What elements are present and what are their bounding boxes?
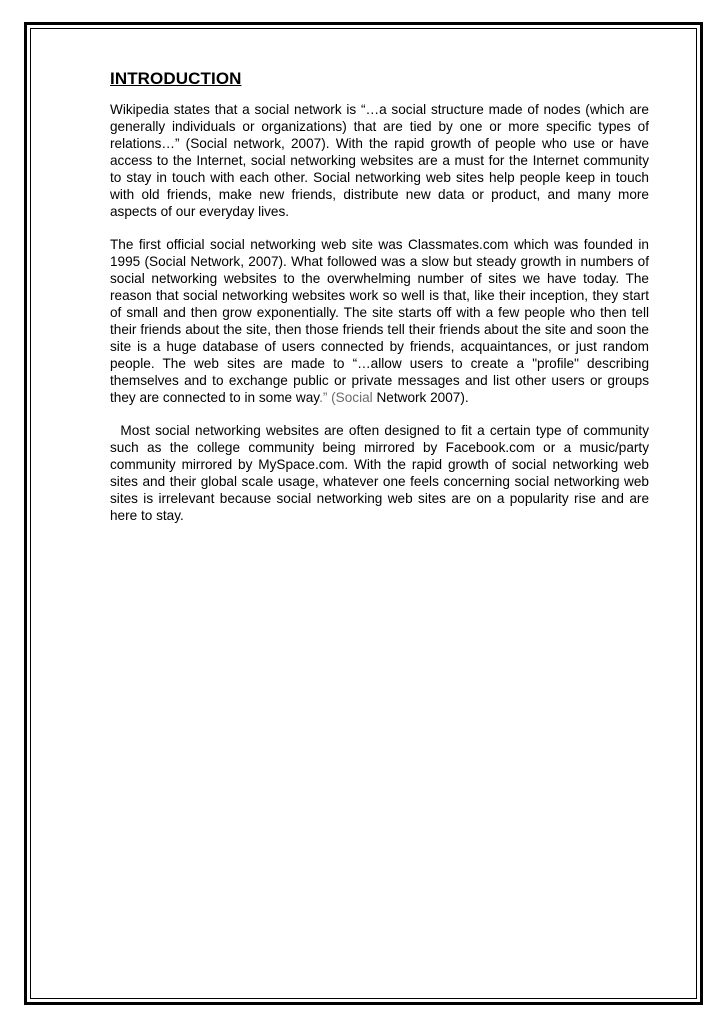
paragraph-3: Most social networking websites are often designed to fit a certain type of community such as the college community being mirrored by Facebook.com or a music/party community mirrored by MySpace.com. With the rapid growth of social networking web sites and their global scale usage, whatever one feels concerning social networking web sites is irrelevant because social networking web sites are on a popularity rise and are here to stay. <box>110 423 649 523</box>
paragraph-1: Wikipedia states that a social network is “…a social structure made of nodes (which are generally individuals or organizations) that are tied by one or more specific types of relations…” (Social network, 2007). With the rapid growth of people who use or have access to the Internet, social networking websites are a must for the Internet community to stay in touch with each other. Social networking web sites help people keep in touch with old friends, make new friends, distribute new data or product, and many more aspects of our everyday lives. <box>110 102 649 219</box>
paragraph-2 <box>110 236 649 406</box>
paragraph-2-citation: Network 2007). <box>372 390 469 405</box>
section-heading: INTRODUCTION <box>110 69 242 88</box>
document-body <box>110 68 649 540</box>
paragraph-2-citation-gray: .” (Social <box>319 390 373 405</box>
paragraph-2-text: The first official social networking web site was Classmates.com which was founded in 1995 (Social Network, 2007). What followed was a slow but steady growth in numbers of social networking websites to the overwhelming number of sites we have today. The reason that social networking websites work so well is that, like their inception, they start of small and then grow exponentially. The site starts off with a few people who then tell their friends about the site, then those friends tell their friends about the site and soon the site is a huge database of users connected by friends, acquaintances, or just random people. The web sites are made to “…allow users to create a "profile" describing themselves and to exchange public or private messages and list other users or groups they are connected to in some way <box>110 237 649 405</box>
